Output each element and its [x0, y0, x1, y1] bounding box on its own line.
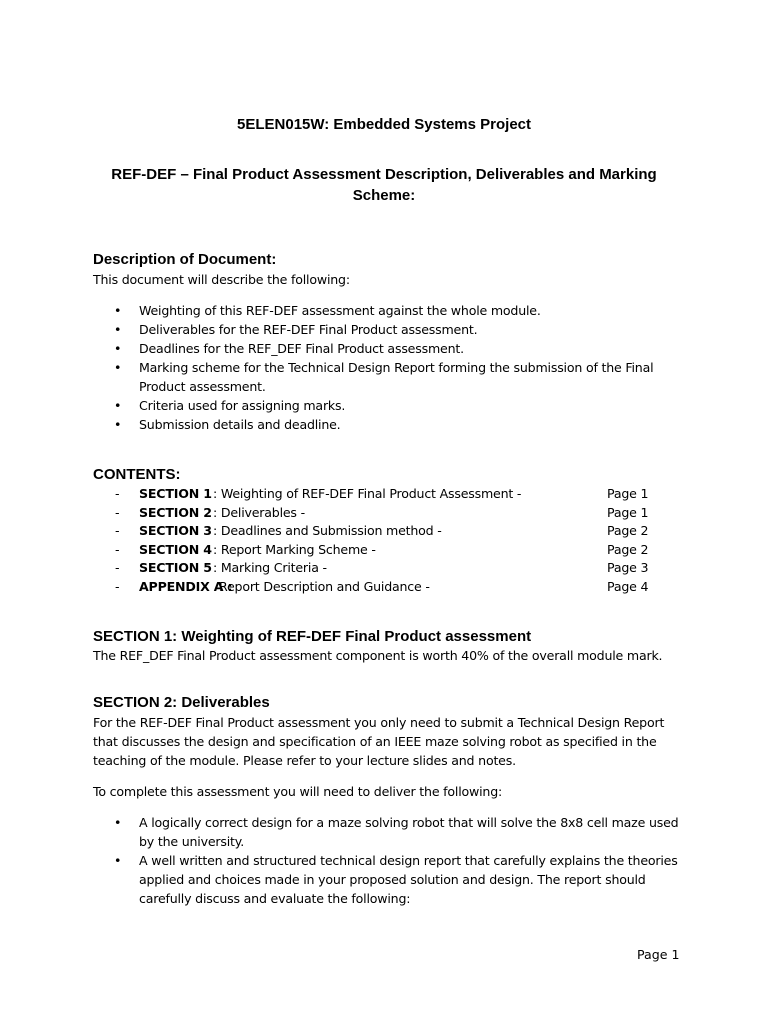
toc-description: : Deadlines and Submission method - — [213, 523, 442, 539]
toc-row — [93, 559, 683, 578]
page-number-footer: Page 1 — [637, 947, 680, 962]
list-item: • A well written and structured technical design report that carefully explains the theories applied and choices made in your proposed solution and design. The report should carefully discuss and evaluate the following: — [114, 853, 678, 906]
deliverables-bullet-list — [93, 813, 683, 908]
list-item: • Submission details and deadline. — [114, 417, 341, 432]
toc-dash: - — [115, 541, 120, 557]
toc-dash: - — [115, 578, 120, 594]
toc-row — [93, 522, 683, 541]
toc-dash: - — [115, 504, 120, 520]
toc-description: : Marking Criteria - — [213, 560, 327, 576]
toc-page: Page 2 — [607, 541, 649, 557]
section1-heading: SECTION 1: Weighting of REF-DEF Final Product assessment — [93, 628, 532, 645]
toc-description: : Deliverables - — [213, 504, 305, 520]
toc-description: Report Description and Guidance - — [219, 578, 430, 594]
section2-text: For the REF-DEF Final Product assessment you only need to submit a Technical Design Report that discusses the design and specification of an IEEE maze solving robot as specified in the teaching of the module. Please refer to your lecture slides and notes. — [93, 715, 665, 768]
toc-dash: - — [115, 560, 120, 576]
toc-page: Page 3 — [607, 560, 649, 576]
toc-section: SECTION 1 — [139, 486, 212, 501]
bullet-icon: • — [114, 417, 122, 432]
bullet-icon: • — [114, 398, 122, 413]
contents-heading: CONTENTS: — [93, 466, 181, 483]
list-item: • Criteria used for assigning marks. — [114, 398, 346, 413]
bullet-icon: • — [114, 322, 122, 337]
bullet-icon: • — [114, 815, 122, 830]
list-item: • A logically correct design for a maze solving robot that will solve the 8x8 cell maze used by the university. — [114, 815, 679, 849]
toc-description: : Report Marking Scheme - — [213, 541, 376, 557]
toc-page: Page 4 — [607, 578, 649, 594]
description-intro: This document will describe the following: — [93, 272, 350, 287]
toc-dash: - — [115, 523, 120, 539]
toc-section: SECTION 3 — [139, 523, 212, 539]
toc-row — [93, 504, 683, 523]
toc-row — [93, 578, 683, 597]
toc-dash: - — [115, 486, 120, 501]
toc-row — [93, 541, 683, 560]
description-heading: Description of Document: — [93, 251, 277, 268]
list-item: • Deliverables for the REF-DEF Final Product assessment. — [114, 322, 478, 337]
bullet-icon: • — [114, 303, 122, 318]
document-title: 5ELEN015W: Embedded Systems Project — [237, 116, 531, 133]
bullet-icon: • — [114, 360, 122, 375]
toc-page: Page 1 — [607, 486, 649, 501]
toc-section: SECTION 5 — [139, 560, 212, 576]
toc-page: Page 2 — [607, 523, 649, 539]
toc-page: Page 1 — [607, 504, 649, 520]
toc-section: SECTION 2 — [139, 504, 212, 520]
toc-section: APPENDIX A : — [139, 578, 233, 594]
description-bullet-list — [93, 301, 683, 434]
bullet-icon: • — [114, 853, 122, 868]
toc-description: : Weighting of REF-DEF Final Product Assessment - — [213, 486, 522, 501]
list-item: • Weighting of this REF-DEF assessment against the whole module. — [114, 303, 541, 318]
bullet-icon: • — [114, 341, 122, 356]
document-subtitle: REF-DEF – Final Product Assessment Description, Deliverables and Marking Scheme: — [111, 166, 657, 204]
toc-section: SECTION 4 — [139, 541, 212, 557]
toc-row — [93, 485, 683, 504]
list-item: • Deadlines for the REF_DEF Final Product assessment. — [114, 341, 464, 356]
list-item: • Marking scheme for the Technical Design Report forming the submission of the Final Product assessment. — [114, 360, 654, 394]
section2-text2: To complete this assessment you will need to deliver the following: — [93, 784, 503, 799]
section1-text: The REF_DEF Final Product assessment component is worth 40% of the overall module mark. — [93, 648, 663, 663]
contents-table — [93, 485, 683, 597]
section2-heading: SECTION 2: Deliverables — [93, 694, 270, 711]
